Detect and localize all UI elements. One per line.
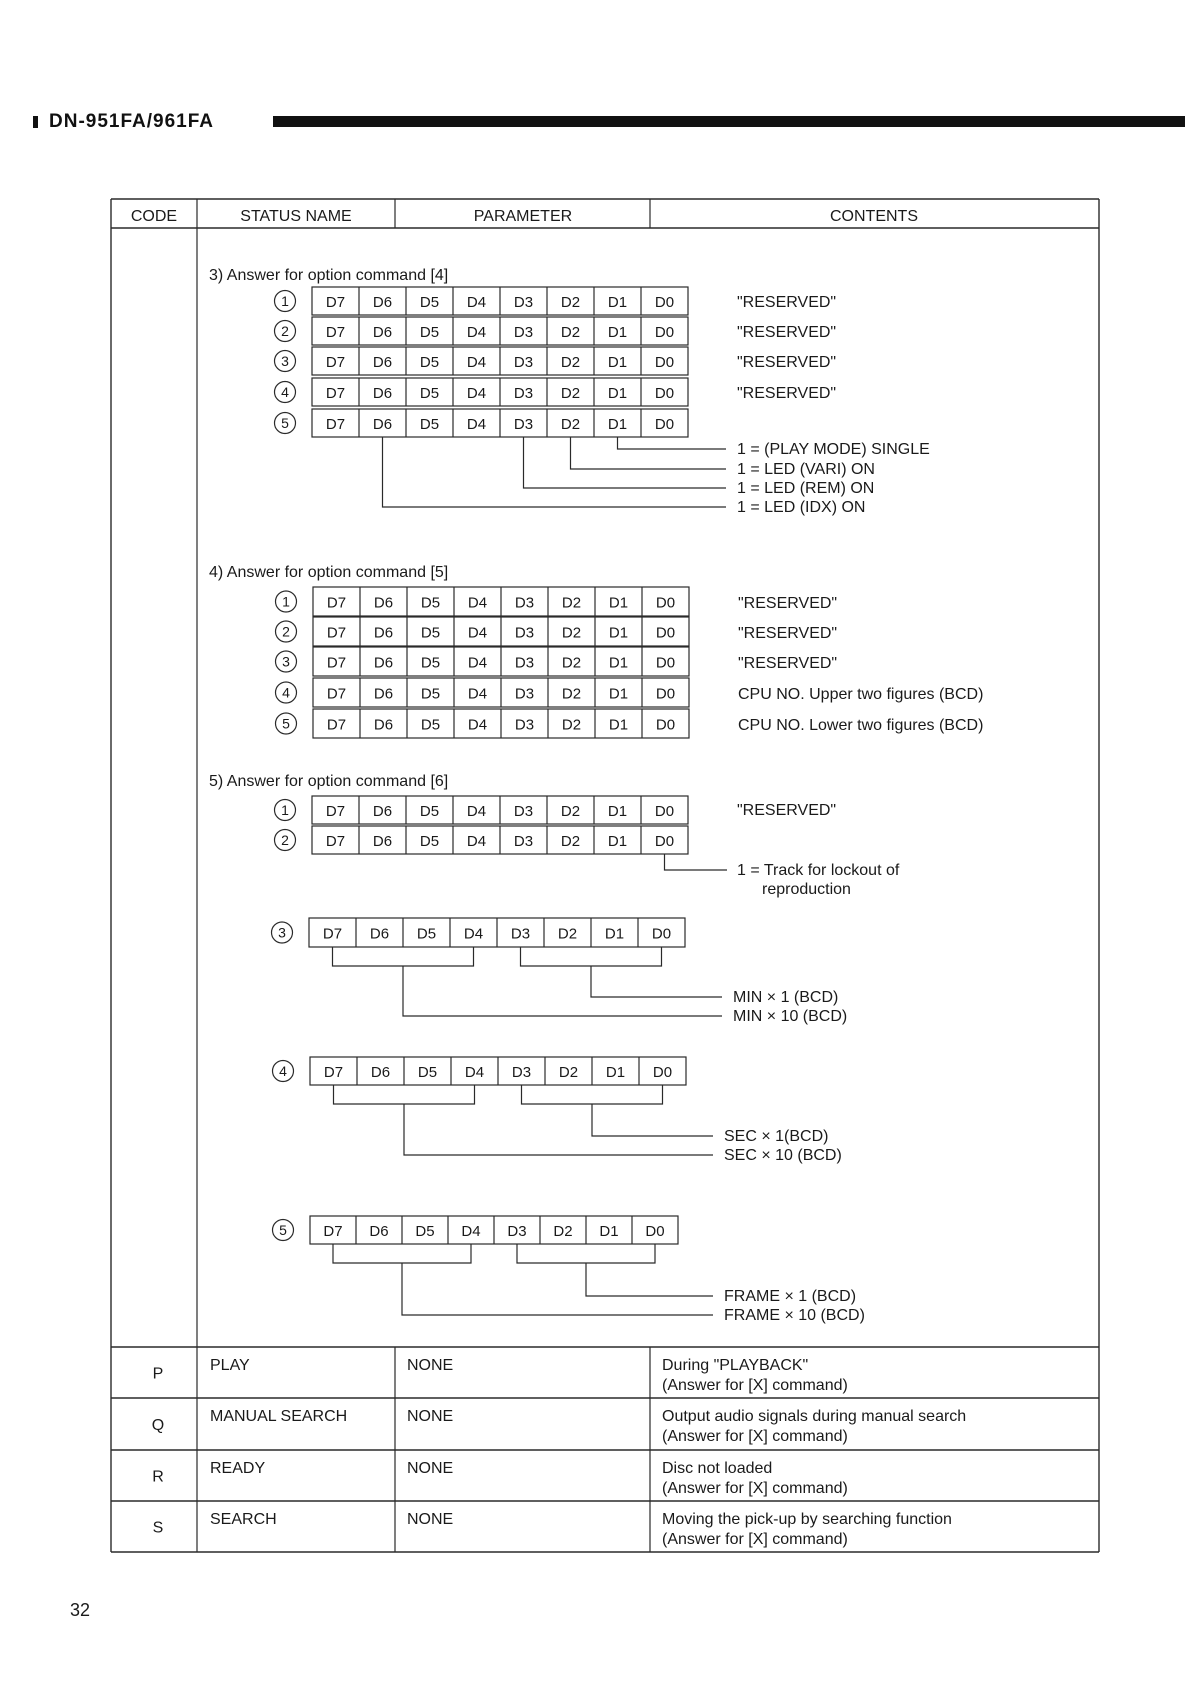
bit-label: D4 bbox=[461, 1223, 481, 1240]
row-note: reproduction bbox=[762, 881, 851, 898]
bit-label: D6 bbox=[369, 1223, 389, 1240]
row-note: "RESERVED" bbox=[738, 655, 838, 672]
bit-row bbox=[275, 317, 689, 345]
bit-label: D2 bbox=[561, 594, 582, 612]
bit-label: D0 bbox=[655, 594, 676, 612]
bit-label: D3 bbox=[513, 416, 534, 433]
bit-label: D6 bbox=[372, 416, 393, 433]
bit-row bbox=[272, 918, 686, 947]
bit-label: D2 bbox=[561, 685, 582, 703]
bit-label: D7 bbox=[325, 324, 346, 341]
bit-label: D6 bbox=[373, 716, 394, 734]
nibble-bracket bbox=[333, 947, 474, 966]
row-parameter: NONE bbox=[407, 1408, 454, 1425]
row-contents-line: Disc not loaded bbox=[662, 1460, 773, 1477]
bit-label: D1 bbox=[607, 294, 628, 311]
bit-label: D3 bbox=[513, 385, 534, 402]
bit-label: D2 bbox=[560, 324, 581, 341]
bit-label: D6 bbox=[373, 685, 394, 703]
bit-label: D1 bbox=[608, 654, 629, 672]
bit-label: D7 bbox=[325, 354, 346, 371]
bit-label: D6 bbox=[369, 925, 390, 943]
bit-label: D1 bbox=[607, 354, 628, 371]
bit-label: D7 bbox=[325, 294, 346, 311]
bit-label: D2 bbox=[553, 1223, 573, 1240]
bit-label: D4 bbox=[466, 803, 487, 820]
page-number: 32 bbox=[70, 1600, 91, 1620]
bit-label: D4 bbox=[466, 416, 487, 433]
row-note: 1 = Track for lockout of bbox=[737, 862, 900, 879]
bit-label: D5 bbox=[419, 294, 440, 311]
bit-note: 1 = LED (REM) ON bbox=[737, 480, 875, 497]
row-note: "RESERVED" bbox=[737, 802, 837, 819]
connector-line bbox=[524, 437, 727, 488]
bit-label: D3 bbox=[513, 294, 534, 311]
row-note: "RESERVED" bbox=[737, 324, 837, 341]
row-note: CPU NO. Upper two figures (BCD) bbox=[738, 686, 984, 703]
bit-label: D5 bbox=[417, 1064, 438, 1081]
bit-label: D4 bbox=[466, 833, 487, 850]
bit-label: D6 bbox=[372, 354, 393, 371]
bit-label: D3 bbox=[513, 833, 534, 850]
bit-label: D7 bbox=[325, 803, 346, 820]
row-note: "RESERVED" bbox=[737, 385, 837, 402]
header-contents: CONTENTS bbox=[830, 208, 918, 225]
bit-label: D4 bbox=[466, 354, 487, 371]
bit-label: D6 bbox=[370, 1064, 391, 1081]
bit-label: D0 bbox=[652, 1064, 673, 1081]
row-number: 1 bbox=[282, 593, 290, 610]
bit-label: D4 bbox=[466, 385, 487, 402]
bit-row bbox=[273, 1216, 679, 1244]
bit-label: D7 bbox=[322, 925, 343, 943]
bit-label: D4 bbox=[467, 716, 488, 734]
row-status-name: PLAY bbox=[210, 1357, 250, 1374]
nibble-bracket bbox=[334, 1085, 475, 1104]
bit-label: D7 bbox=[323, 1223, 343, 1240]
bit-label: D2 bbox=[560, 354, 581, 371]
bit-label: D5 bbox=[420, 716, 441, 734]
bcd-note: FRAME × 1 (BCD) bbox=[724, 1288, 857, 1305]
bit-label: D2 bbox=[560, 294, 581, 311]
connector-line bbox=[404, 1104, 713, 1155]
bit-label: D1 bbox=[607, 803, 628, 820]
connector-line bbox=[586, 1263, 713, 1296]
bit-label: D1 bbox=[604, 925, 625, 943]
bit-row bbox=[275, 287, 689, 315]
bit-row bbox=[276, 617, 690, 646]
bit-label: D3 bbox=[514, 594, 535, 612]
bit-label: D6 bbox=[372, 833, 393, 850]
bit-row bbox=[273, 1057, 687, 1085]
bit-label: D4 bbox=[467, 594, 488, 612]
bit-label: D2 bbox=[561, 624, 582, 642]
row-note: "RESERVED" bbox=[737, 294, 837, 311]
row-parameter: NONE bbox=[407, 1460, 454, 1477]
bit-label: D3 bbox=[513, 324, 534, 341]
bit-label: D2 bbox=[560, 416, 581, 433]
nibble-bracket bbox=[333, 1244, 471, 1263]
bcd-note: MIN × 10 (BCD) bbox=[733, 1008, 848, 1025]
bit-label: D0 bbox=[655, 716, 676, 734]
bit-label: D0 bbox=[645, 1223, 665, 1240]
connector-line bbox=[383, 437, 727, 507]
bit-label: D2 bbox=[560, 833, 581, 850]
row-contents-note: (Answer for [X] command) bbox=[662, 1531, 848, 1548]
bit-label: D7 bbox=[325, 833, 346, 850]
bit-label: D1 bbox=[605, 1064, 626, 1081]
bit-label: D4 bbox=[467, 624, 488, 642]
bit-label: D3 bbox=[507, 1223, 527, 1240]
bit-label: D4 bbox=[467, 654, 488, 672]
bit-label: D0 bbox=[655, 685, 676, 703]
nibble-bracket bbox=[522, 1085, 663, 1104]
bit-label: D5 bbox=[420, 685, 441, 703]
row-number: 4 bbox=[281, 384, 289, 400]
connector-line bbox=[591, 966, 722, 997]
bit-label: D0 bbox=[655, 654, 676, 672]
section-4-title: 4) Answer for option command [5] bbox=[209, 564, 449, 581]
bcd-note: SEC × 10 (BCD) bbox=[724, 1147, 842, 1164]
row-number: 3 bbox=[281, 353, 289, 369]
bit-label: D5 bbox=[415, 1223, 435, 1240]
row-code: P bbox=[152, 1365, 164, 1383]
bit-label: D5 bbox=[419, 324, 440, 341]
row-contents-line: Output audio signals during manual search bbox=[662, 1408, 967, 1425]
bit-label: D2 bbox=[561, 654, 582, 672]
bit-label: D2 bbox=[557, 925, 578, 943]
bit-label: D3 bbox=[510, 925, 531, 943]
bit-row bbox=[276, 587, 690, 616]
row-contents-line: During "PLAYBACK" bbox=[662, 1357, 809, 1374]
bit-label: D6 bbox=[373, 624, 394, 642]
bit-label: D0 bbox=[654, 385, 675, 402]
bit-row bbox=[275, 378, 689, 406]
bit-label: D5 bbox=[416, 925, 437, 943]
connector-line bbox=[592, 1104, 713, 1136]
section-3-title: 3) Answer for option command [4] bbox=[209, 267, 449, 284]
bit-label: D3 bbox=[511, 1064, 532, 1081]
bit-row bbox=[275, 826, 689, 854]
bit-label: D4 bbox=[466, 294, 487, 311]
bit-row bbox=[275, 796, 689, 824]
row-number: 3 bbox=[278, 924, 286, 941]
bit-label: D4 bbox=[467, 685, 488, 703]
bcd-note: SEC × 1(BCD) bbox=[724, 1128, 829, 1145]
row-contents-note: (Answer for [X] command) bbox=[662, 1480, 848, 1497]
bit-label: D1 bbox=[608, 594, 629, 612]
bit-label: D5 bbox=[420, 654, 441, 672]
nibble-bracket bbox=[521, 947, 662, 966]
bit-label: D5 bbox=[419, 833, 440, 850]
row-number: 3 bbox=[282, 653, 290, 670]
bit-label: D1 bbox=[607, 385, 628, 402]
bit-label: D1 bbox=[607, 416, 628, 433]
bit-label: D7 bbox=[326, 594, 347, 612]
bit-label: D1 bbox=[608, 624, 629, 642]
row-parameter: NONE bbox=[407, 1511, 454, 1528]
bit-note: 1 = LED (VARI) ON bbox=[737, 461, 875, 478]
bcd-note: MIN × 1 (BCD) bbox=[733, 989, 839, 1006]
row-contents-note: (Answer for [X] command) bbox=[662, 1428, 848, 1445]
bit-label: D2 bbox=[558, 1064, 579, 1081]
bit-label: D7 bbox=[326, 624, 347, 642]
bit-label: D1 bbox=[608, 716, 629, 734]
bit-label: D3 bbox=[513, 354, 534, 371]
row-number: 2 bbox=[282, 623, 290, 640]
row-status-name: MANUAL SEARCH bbox=[210, 1408, 348, 1425]
bit-label: D3 bbox=[513, 803, 534, 820]
bit-label: D6 bbox=[373, 654, 394, 672]
bit-label: D1 bbox=[608, 685, 629, 703]
bit-label: D6 bbox=[372, 803, 393, 820]
bit-row bbox=[276, 647, 690, 676]
row-parameter: NONE bbox=[407, 1357, 454, 1374]
bit-label: D4 bbox=[466, 324, 487, 341]
bit-label: D1 bbox=[599, 1223, 619, 1240]
bit-label: D1 bbox=[607, 324, 628, 341]
bit-label: D2 bbox=[560, 803, 581, 820]
bit-row bbox=[275, 347, 689, 375]
bit-label: D4 bbox=[463, 925, 484, 943]
row-note: "RESERVED" bbox=[737, 354, 837, 371]
bit-row bbox=[276, 709, 690, 738]
bit-label: D7 bbox=[325, 416, 346, 433]
bit-label: D7 bbox=[326, 654, 347, 672]
row-note: "RESERVED" bbox=[738, 625, 838, 642]
bit-label: D0 bbox=[654, 294, 675, 311]
bit-label: D3 bbox=[514, 685, 535, 703]
bit-label: D5 bbox=[419, 416, 440, 433]
row-number: 1 bbox=[281, 802, 289, 818]
bit-label: D0 bbox=[654, 833, 675, 850]
bit-label: D2 bbox=[560, 385, 581, 402]
bit-label: D7 bbox=[323, 1064, 344, 1081]
row-code: S bbox=[152, 1519, 164, 1537]
bit-label: D5 bbox=[419, 803, 440, 820]
row-number: 4 bbox=[279, 1063, 287, 1079]
bit-note: 1 = (PLAY MODE) SINGLE bbox=[737, 441, 930, 458]
header-code: CODE bbox=[130, 208, 178, 225]
connector-line bbox=[402, 1263, 713, 1315]
row-number: 5 bbox=[279, 1222, 287, 1238]
bit-label: D6 bbox=[372, 324, 393, 341]
row-note: CPU NO. Lower two figures (BCD) bbox=[738, 717, 984, 734]
bit-row bbox=[275, 409, 689, 437]
bit-label: D6 bbox=[373, 594, 394, 612]
row-number: 1 bbox=[281, 293, 289, 309]
bit-label: D7 bbox=[326, 716, 347, 734]
bit-label: D6 bbox=[372, 385, 393, 402]
bcd-note: FRAME × 10 (BCD) bbox=[724, 1307, 865, 1324]
bit-label: D0 bbox=[654, 416, 675, 433]
connector-line bbox=[618, 437, 727, 449]
bit-label: D3 bbox=[514, 654, 535, 672]
row-note: "RESERVED" bbox=[738, 595, 838, 612]
bit-label: D5 bbox=[419, 354, 440, 371]
bit-label: D5 bbox=[420, 624, 441, 642]
row-code: R bbox=[152, 1468, 164, 1486]
row-status-name: READY bbox=[210, 1460, 266, 1477]
bit-label: D3 bbox=[514, 716, 535, 734]
row-number: 2 bbox=[281, 323, 289, 339]
row-contents-line: Moving the pick-up by searching function bbox=[662, 1511, 952, 1528]
row-number: 4 bbox=[282, 684, 290, 701]
bit-label: D0 bbox=[654, 324, 675, 341]
bit-label: D4 bbox=[464, 1064, 485, 1081]
bit-diagrams bbox=[272, 287, 728, 1315]
bit-row bbox=[276, 678, 690, 707]
connector-line bbox=[571, 437, 727, 469]
bit-label: D0 bbox=[654, 803, 675, 820]
connector-line bbox=[403, 966, 722, 1016]
bit-label: D3 bbox=[514, 624, 535, 642]
bit-label: D5 bbox=[420, 594, 441, 612]
row-status-name: SEARCH bbox=[210, 1511, 277, 1528]
bit-label: D5 bbox=[419, 385, 440, 402]
row-number: 2 bbox=[281, 832, 289, 848]
connector-line bbox=[665, 854, 728, 870]
bit-note: 1 = LED (IDX) ON bbox=[737, 499, 866, 516]
bit-label: D7 bbox=[326, 685, 347, 703]
table-grid bbox=[111, 199, 1099, 1552]
bit-label: D2 bbox=[561, 716, 582, 734]
bit-label: D6 bbox=[372, 294, 393, 311]
bit-label: D0 bbox=[654, 354, 675, 371]
nibble-bracket bbox=[517, 1244, 655, 1263]
section-5-title: 5) Answer for option command [6] bbox=[209, 773, 449, 790]
bit-label: D7 bbox=[325, 385, 346, 402]
header-status-name: STATUS NAME bbox=[240, 208, 352, 225]
row-code: Q bbox=[151, 1417, 165, 1434]
row-number: 5 bbox=[281, 415, 289, 431]
bit-label: D0 bbox=[651, 925, 672, 943]
header-parameter: PARAMETER bbox=[473, 208, 573, 225]
bit-label: D1 bbox=[607, 833, 628, 850]
document-title: DN-951FA/961FA bbox=[49, 111, 215, 132]
row-contents-note: (Answer for [X] command) bbox=[662, 1377, 848, 1394]
bit-label: D0 bbox=[655, 624, 676, 642]
row-number: 5 bbox=[282, 715, 290, 732]
